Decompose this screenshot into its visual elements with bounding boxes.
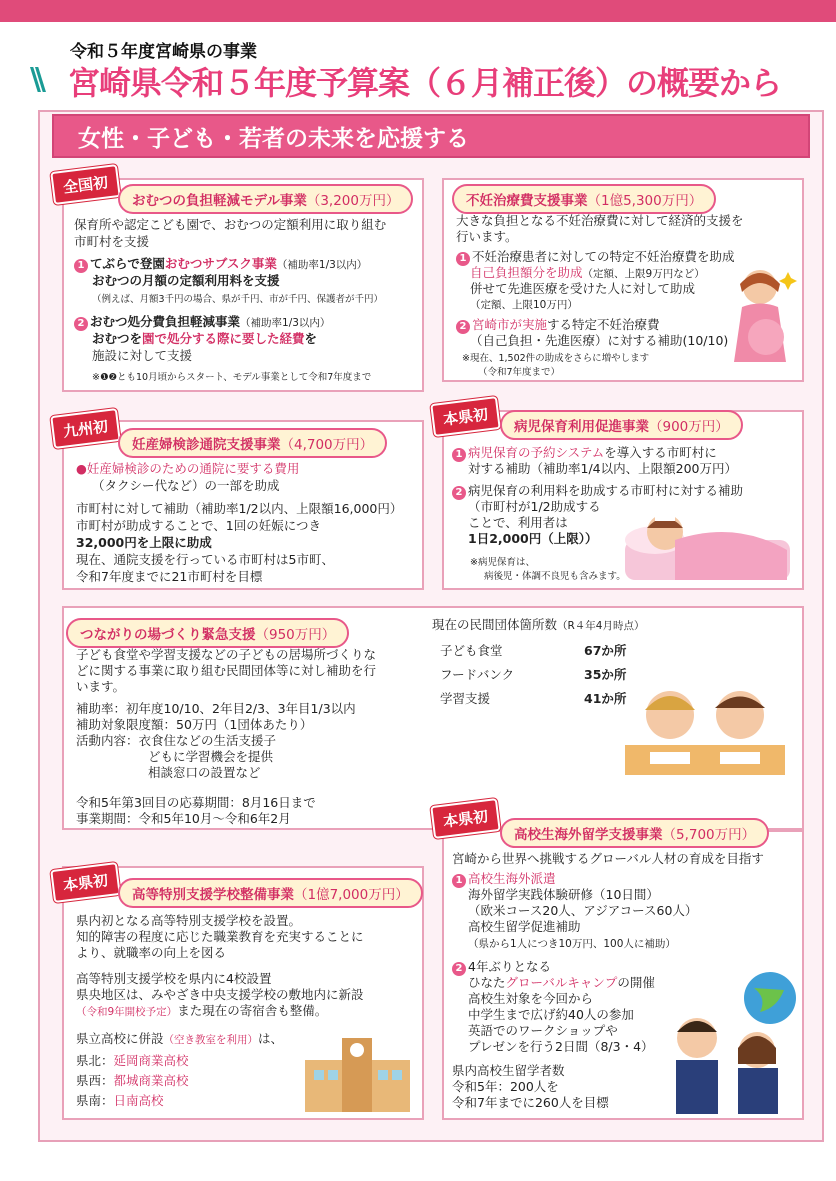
text: どもに学習機会を提供 <box>148 749 274 764</box>
text: 令和7年までに260人を目標 <box>452 1095 609 1110</box>
text: 延岡商業高校 <box>113 1053 189 1068</box>
text: 併せて先進医療を受けた人に対して助成 <box>470 281 696 296</box>
text: の開催 <box>617 975 655 990</box>
num-icon: 2 <box>456 320 470 334</box>
table-title <box>432 616 645 635</box>
text: おむつを <box>92 331 143 346</box>
text: より、就職率の向上を図る <box>76 945 227 960</box>
caption-text: つながりの場づくり緊急支援 <box>80 627 256 643</box>
num-icon: 1 <box>452 874 466 888</box>
text: は、 <box>258 1031 284 1046</box>
pregnant-woman-illustration <box>720 262 800 372</box>
list-item <box>76 1072 189 1089</box>
text: ひなた <box>468 975 506 990</box>
text: 自己負担額分を助成 <box>470 265 583 280</box>
text: を <box>304 331 318 346</box>
caption-amount: （1億5,300万円） <box>587 193 703 209</box>
text: 32,000円を上限に助成 <box>76 535 212 550</box>
text: 市町村が助成することで、1回の妊娠につき <box>76 518 321 533</box>
text: （県から1人につき10万円、100人に補助） <box>468 938 676 950</box>
row-name: フードバンク <box>440 667 515 682</box>
text: 海外留学実践体験研修（10日間） <box>468 887 659 902</box>
text: （補助率1/3以内） <box>276 259 368 271</box>
text <box>92 330 317 347</box>
text: 現在、通院支援を行っている市町村は5市町、 <box>76 552 334 567</box>
caption-text: 不妊治療費支援事業 <box>466 193 588 209</box>
text: 高等特別支援学校を県内に4校設置 <box>76 971 272 986</box>
caption-amount: （950万円） <box>255 627 336 643</box>
text: 日南高校 <box>113 1093 164 1108</box>
text: プレゼンを行う2日間（8/3・4） <box>468 1039 654 1054</box>
text: 県内高校生留学者数 <box>452 1063 565 1078</box>
top-bar <box>0 0 836 22</box>
text: 補助率：初年度10/10、2年目2/3、3年目1/3以内 <box>76 701 356 716</box>
text: 現在の民間団体箇所数 <box>432 617 558 632</box>
tag-prefecture-first: 本県初 <box>430 396 501 437</box>
text: おむつの月額の定額利用料を支援 <box>92 273 280 288</box>
caption-amount: （3,200万円） <box>306 193 400 209</box>
text: 中学生まで広げ約40人の参加 <box>468 1007 634 1022</box>
text: 県立高校に併設 <box>76 1031 164 1046</box>
tag-prefecture-first: 本県初 <box>50 862 121 903</box>
row-name: 子ども食堂 <box>440 643 503 658</box>
num-icon: 1 <box>456 252 470 266</box>
caption-text: 高等特別支援学校整備事業 <box>132 887 294 903</box>
text: 保育所や認定こども園で、おむつの定額利用に取り組む <box>74 217 387 232</box>
text: 補助対象限度額：50万円（1団体あたり） <box>76 717 313 732</box>
text: 県南： <box>76 1093 114 1108</box>
text: を導入する市町村に <box>604 445 717 460</box>
text: （定額、上限10万円） <box>470 299 578 311</box>
list-item <box>76 1052 189 1069</box>
table-row <box>440 642 503 659</box>
text: （例えば、月額3千円の場合、県が千円、市が千円、保護者が千円） <box>92 294 384 305</box>
tag-prefecture-first: 本県初 <box>430 798 501 839</box>
header-pretitle: 令和５年度宮崎県の事業 <box>70 42 257 62</box>
text: 活動内容：衣食住などの生活支援子 <box>76 733 277 748</box>
text: 園で処分する際に要した経費 <box>142 331 305 346</box>
text: おむつ処分費負担軽減事業 <box>90 314 241 329</box>
text: （R４年4月時点） <box>557 620 645 632</box>
text <box>76 1030 283 1049</box>
num-icon: 1 <box>74 259 88 273</box>
caption-text: 病児保育利用促進事業 <box>514 419 649 435</box>
text: 病児保育の予約システム <box>468 445 605 460</box>
caption-amount: （5,700万円） <box>662 827 756 843</box>
text: （自己負担・先進医療）に対する補助(10/10) <box>470 333 729 348</box>
text: （補助率1/3以内） <box>240 317 331 329</box>
text: （空き教室を利用） <box>163 1034 259 1046</box>
text: （定額、上限9万円など） <box>582 268 705 280</box>
text: 宮崎市が実施 <box>472 317 548 332</box>
text: どに関する事業に取り組む民間団体等に対し補助を行 <box>76 663 377 678</box>
text: 令和5年：200人を <box>452 1079 559 1094</box>
tag-kyushu-first: 九州初 <box>50 408 121 449</box>
page-title: 宮崎県令和５年度予算案（６月補正後）の概要から <box>68 64 782 102</box>
caption-text: 高校生海外留学支援事業 <box>514 827 663 843</box>
text: 県内初となる高等特別支援学校を設置。 <box>76 913 302 928</box>
row-name: 学習支援 <box>440 691 491 706</box>
text: 不妊治療患者に対しての特定不妊治療費を助成 <box>472 249 735 264</box>
sick-child-illustration <box>615 500 795 585</box>
text: 子ども食堂や学習支援などの子どもの居場所づくりな <box>76 647 377 662</box>
text: 市町村に対して補助（補助率1/2以内、上限額16,000円） <box>76 501 403 516</box>
text: てぶらで登園 <box>90 256 165 271</box>
text: 宮崎から世界へ挑戦するグローバル人材の育成を目指す <box>452 851 764 866</box>
card-infertility-caption <box>452 184 716 214</box>
text <box>468 974 655 991</box>
card-sick-child-caption <box>500 410 743 440</box>
text: 行います。 <box>456 229 518 244</box>
table-row <box>440 666 514 683</box>
text: ことで、利用者は <box>468 515 568 530</box>
note: 病後児・体調不良児も含みます。 <box>484 571 626 582</box>
note: ※❶❷とも10月頃からスタート、モデル事業として令和7年度まで <box>92 372 372 383</box>
text: 病児保育の利用料を助成する市町村に対する補助 <box>468 483 744 498</box>
text: 大きな負担となる不妊治療費に対して経済的支援を <box>456 213 744 228</box>
text: 高校生対象を今回から <box>468 991 594 1006</box>
text: する特定不妊治療費 <box>547 317 660 332</box>
text: 県北： <box>76 1053 114 1068</box>
slash-decoration: \\ <box>30 62 40 97</box>
text: 県央地区は、みやざき中央支援学校の敷地内に新設 <box>76 987 364 1002</box>
text: います。 <box>76 679 126 694</box>
text <box>76 1002 327 1021</box>
text: 令和7年度までに21市町村を目標 <box>76 569 263 584</box>
text: おむつサブスク事業 <box>164 256 277 271</box>
list-item <box>76 1092 164 1109</box>
caption-amount: （4,700万円） <box>280 437 374 453</box>
caption-text: 妊産婦検診通院支援事業 <box>132 437 281 453</box>
tag-national-first: 全国初 <box>50 164 121 205</box>
num-icon: 1 <box>452 448 466 462</box>
caption-text: おむつの負担軽減モデル事業 <box>132 193 307 209</box>
row-value: 67か所 <box>584 643 627 658</box>
text: （欧米コース20人、アジアコース60人） <box>468 903 698 918</box>
note: （令和7年度まで） <box>478 367 561 378</box>
row-value: 35か所 <box>584 667 627 682</box>
section-title: 女性・子ども・若者の未来を応援する <box>78 126 469 152</box>
card-community-caption <box>66 618 349 648</box>
card-diaper-caption <box>118 184 413 214</box>
text: （市町村が1/2助成する <box>468 499 601 514</box>
text: ●妊産婦検診のための通院に要する費用 <box>76 461 300 476</box>
text: 対する補助（補助率1/4以内、上限額200万円） <box>468 461 737 476</box>
text: 高校生海外派遣 <box>468 871 556 886</box>
text: 相談窓口の設置など <box>148 765 261 780</box>
students-globe-illustration <box>662 968 800 1116</box>
text: 事業期間：令和5年10月～令和6年2月 <box>76 811 291 826</box>
table-row <box>440 690 490 707</box>
card-study-abroad-caption <box>500 818 769 848</box>
text: 知的障害の程度に応じた職業教育を充実することに <box>76 929 364 944</box>
num-icon: 2 <box>74 317 88 331</box>
num-icon: 2 <box>452 962 466 976</box>
note: ※現在、1,502件の助成をさらに増やします <box>462 353 650 364</box>
row-value: 41か所 <box>584 691 627 706</box>
text: 1日2,000円（上限）） <box>468 531 598 546</box>
text: （令和9年開校予定） <box>76 1006 178 1018</box>
school-building-illustration <box>300 1030 415 1115</box>
text: 令和5年第3回目の応募期間：8月16日まで <box>76 795 316 810</box>
text: 県西： <box>76 1073 114 1088</box>
text: 4年ぶりとなる <box>468 959 551 974</box>
text: 英語でのワークショップや <box>468 1023 618 1038</box>
card-prenatal-caption <box>118 428 387 458</box>
text: 施設に対して支援 <box>92 348 193 363</box>
text: （タクシー代など）の一部を助成 <box>92 478 280 493</box>
text <box>76 986 364 1003</box>
num-icon: 2 <box>452 486 466 500</box>
note: ※病児保育は、 <box>470 557 535 568</box>
children-eating-illustration <box>615 660 795 782</box>
text: また現在の寄宿舎も整備。 <box>177 1003 328 1018</box>
text: 高校生留学促進補助 <box>468 919 581 934</box>
card-special-school-caption <box>118 878 423 908</box>
text: 都城商業高校 <box>113 1073 189 1088</box>
caption-amount: （1億7,000万円） <box>294 887 409 903</box>
caption-amount: （900万円） <box>649 419 729 435</box>
text: グローバルキャンプ <box>505 975 618 990</box>
text: 市町村を支援 <box>74 234 150 249</box>
